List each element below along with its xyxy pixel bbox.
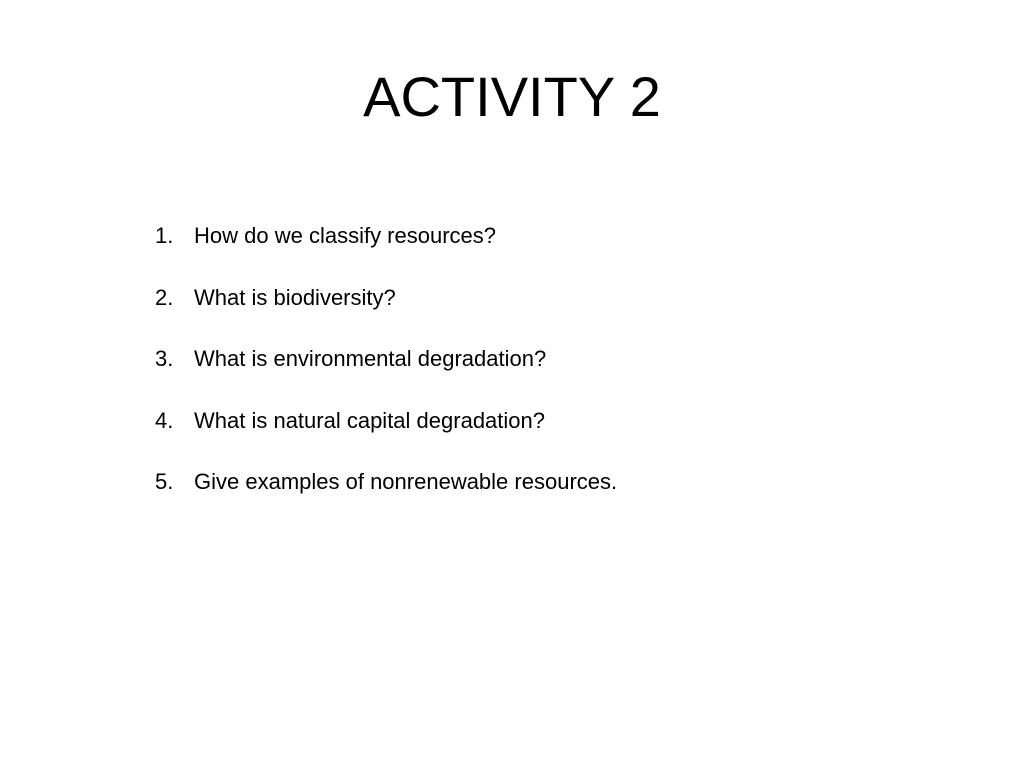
slide-title: ACTIVITY 2 <box>363 65 661 128</box>
question-text: Give examples of nonrenewable resources. <box>194 469 618 494</box>
question-item <box>155 220 915 282</box>
question-number: 3. <box>155 346 174 371</box>
question-number: 4. <box>155 407 174 433</box>
question-item <box>155 282 915 344</box>
question-item <box>155 405 915 467</box>
question-item <box>155 343 915 405</box>
question-number: 2. <box>155 284 174 310</box>
question-text: How do we classify resources? <box>194 223 497 248</box>
question-item <box>155 466 915 528</box>
question-list <box>155 220 915 528</box>
question-text: What is natural capital degradation? <box>194 407 545 433</box>
question-number: 1. <box>155 223 174 248</box>
question-text: What is biodiversity? <box>194 284 396 310</box>
question-number: 5. <box>155 469 174 494</box>
question-text: What is environmental degradation? <box>194 346 547 371</box>
